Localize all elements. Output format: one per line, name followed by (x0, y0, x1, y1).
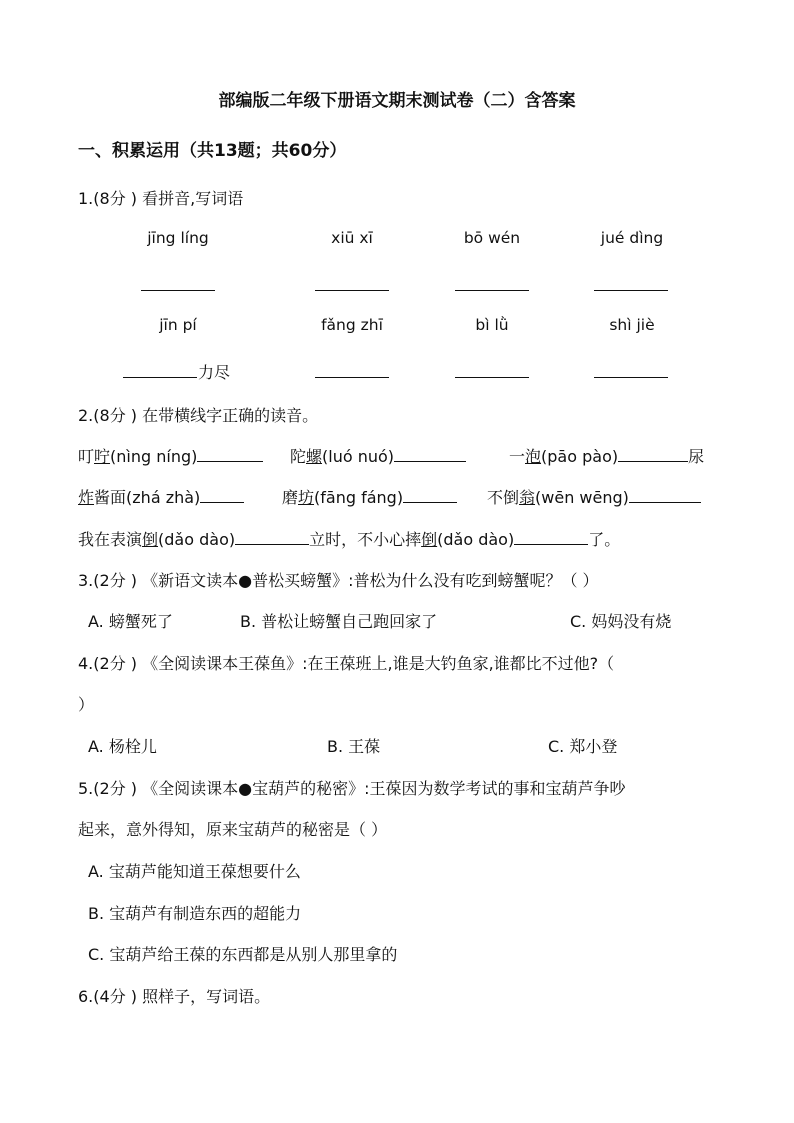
reading-item-6 (487, 485, 701, 508)
reading-item-3 (509, 444, 704, 467)
answer-blank-6[interactable] (315, 377, 389, 378)
underlined-char: 倒 (142, 530, 159, 549)
reading-item-2 (290, 444, 466, 467)
pinyin-choice: (dǎo dào) (158, 530, 236, 549)
answer-blank-1[interactable] (141, 290, 215, 291)
answer-blank-5[interactable] (123, 377, 197, 378)
pinyin-6: fǎng zhī (321, 316, 383, 334)
question-5-stem: 5.(2分 ) 《全阅读课本●宝葫芦的秘密》:王葆因为数学考试的事和宝葫芦争吵 (78, 779, 626, 798)
text: 酱面 (94, 488, 127, 507)
text: 我在表演 (78, 530, 143, 549)
text: 不倒 (487, 488, 520, 507)
option-b[interactable]: B. 王葆 (327, 737, 381, 756)
pinyin-choice: (dǎo dào) (437, 530, 515, 549)
option-b[interactable]: B. 宝葫芦有制造东西的超能力 (88, 904, 302, 923)
text: 一 (509, 447, 526, 466)
answer-blank[interactable] (403, 501, 457, 503)
pinyin-3: bō wén (463, 229, 521, 247)
answer-blank-3[interactable] (455, 290, 529, 291)
pinyin-4: jué dìng (600, 229, 664, 247)
option-c[interactable]: C. 妈妈没有烧 (570, 612, 672, 631)
underlined-char: 翁 (519, 488, 536, 507)
pinyin-choice: (wēn wēng) (535, 488, 629, 507)
pinyin-choice: (nìng níng) (110, 447, 198, 466)
question-3-stem: 3.(2分 ) 《新语文读本●普松买螃蟹》:普松为什么没有吃到螃蟹呢？（ ） (78, 571, 599, 590)
pinyin-choice: (fāng fáng) (314, 488, 404, 507)
reading-item-5 (282, 485, 457, 508)
question-1-stem: 1.(8分 ) 看拼音,写词语 (78, 189, 244, 208)
answer-blank[interactable] (200, 501, 244, 503)
question-4-stem-cont: ） (78, 695, 95, 714)
answer-blank[interactable] (618, 460, 688, 462)
pinyin-7: bì lǜ (475, 316, 509, 334)
underlined-char: 倒 (421, 530, 438, 549)
pinyin-2: xiū xī (331, 229, 373, 247)
text: 磨 (282, 488, 299, 507)
answer-blank[interactable] (629, 501, 701, 503)
question-6-stem: 6.(4分 ) 照样子，写词语。 (78, 987, 271, 1006)
answer-blank[interactable] (235, 543, 309, 545)
underlined-char: 泡 (525, 447, 542, 466)
underlined-char: 螺 (306, 447, 323, 466)
question-4-stem: 4.(2分 ) 《全阅读课本王葆鱼》:在王葆班上,谁是大钓鱼家,谁都比不过他?（ (78, 654, 615, 673)
answer-blank-8[interactable] (594, 377, 668, 378)
pinyin-5: jīn pí (159, 316, 197, 334)
underlined-char: 坊 (298, 488, 315, 507)
option-a[interactable]: A. 螃蟹死了 (88, 612, 173, 631)
answer-blank[interactable] (514, 543, 588, 545)
text: 叮 (78, 447, 95, 466)
reading-item-4 (78, 485, 244, 508)
text: 陀 (290, 447, 307, 466)
option-a[interactable]: A. 杨栓儿 (88, 737, 157, 756)
answer-blank-4[interactable] (594, 290, 668, 291)
page-title: 部编版二年级下册语文期末测试卷（二）含答案 (218, 91, 576, 111)
text: 立时，不小心摔 (309, 530, 422, 549)
option-a[interactable]: A. 宝葫芦能知道王葆想要什么 (88, 862, 301, 881)
pinyin-8: shì jiè (609, 316, 655, 334)
section-heading: 一、积累运用（共13题；共60分） (78, 141, 347, 161)
question-5-stem-cont: 起来，意外得知，原来宝葫芦的秘密是（ ） (78, 820, 388, 839)
pinyin-choice: (pāo pào) (541, 447, 619, 466)
option-c[interactable]: C. 宝葫芦给王葆的东西都是从别人那里拿的 (88, 945, 398, 964)
answer-blank[interactable] (394, 460, 466, 462)
option-c[interactable]: C. 郑小登 (548, 737, 618, 756)
underlined-char: 炸 (78, 488, 95, 507)
reading-item-1 (78, 444, 263, 467)
answer-blank[interactable] (197, 460, 263, 462)
question-2-stem: 2.(8分 ) 在带横线字正确的读音。 (78, 406, 319, 425)
reading-item-7 (78, 527, 620, 550)
pinyin-1: jīng líng (147, 229, 209, 247)
answer-blank-2[interactable] (315, 290, 389, 291)
suffix-text: 力尽 (198, 363, 231, 382)
text: 了。 (588, 530, 621, 549)
pinyin-choice: (zhá zhà) (126, 488, 201, 507)
pinyin-choice: (luó nuó) (322, 447, 395, 466)
text: 尿 (688, 447, 705, 466)
answer-blank-7[interactable] (455, 377, 529, 378)
option-b[interactable]: B. 普松让螃蟹自己跑回家了 (240, 612, 438, 631)
underlined-char: 咛 (94, 447, 111, 466)
